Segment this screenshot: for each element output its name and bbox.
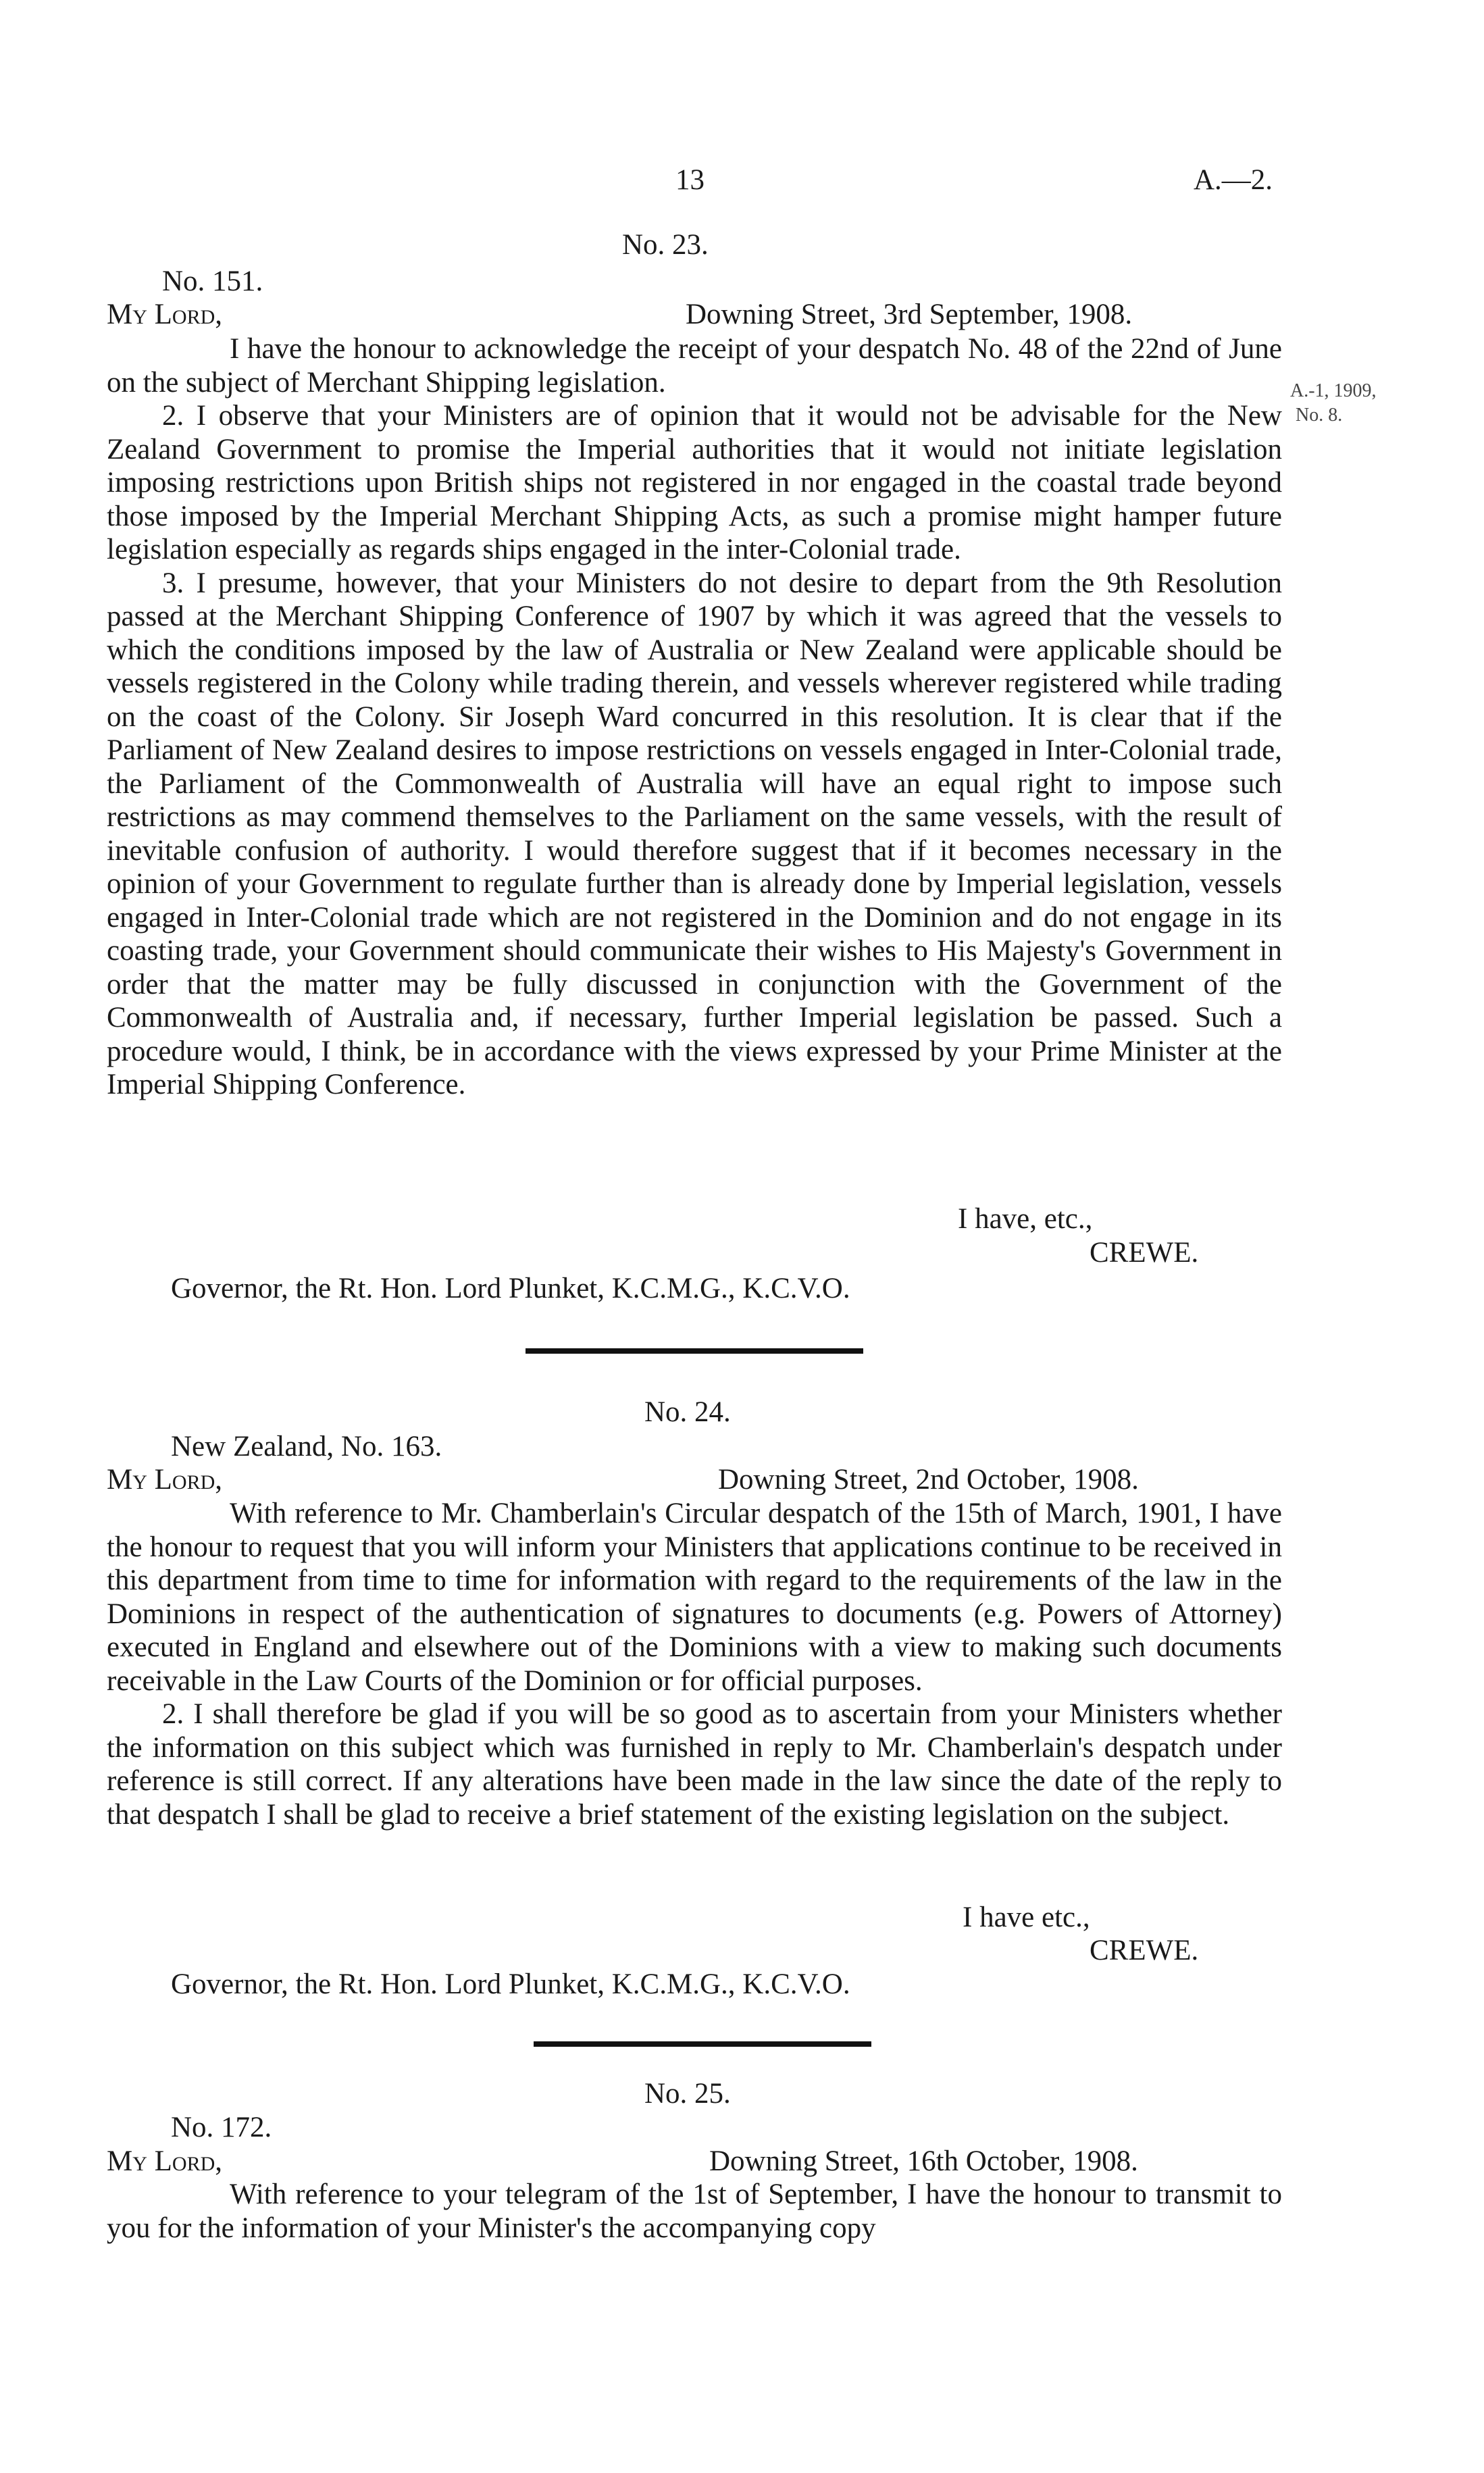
despatch-23-paragraph-2: 2. I observe that your Ministers are of opinion that it would not be advisable for the New Zealand Government to promise the Imperial authorities that it would not initiate legislation imposing restrictions upon British ships not registered in nor engaged in the coastal trade beyond those imposed by the Imperial Merchant Shipping Acts, as such a promise might hamper future legislation especially as regards ships engaged in the inter-Colonial trade. (107, 400, 1282, 565)
despatch-24-paragraph-1: With reference to Mr. Chamberlain's Circular despatch of the 15th of March, 1901, I have the honour to request that you will inform your Ministers that applications continue to be received in this department from time to time for information with regard to the requirements of the law in the Dominions in respect of the authentication of signatures to documents (e.g. Powers of Attorney) executed in England and elsewhere out of the Dominions with a view to making such documents receivable in the Law Courts of the Dominion or for official purposes. (107, 1498, 1282, 1697)
despatch-24-salutation: My Lord, (107, 1464, 223, 1496)
despatch-23-signature: CREWE. (1090, 1237, 1199, 1269)
despatch-23-place-date: Downing Street, 3rd September, 1908. (686, 299, 1133, 330)
despatch-23-paragraph-1: I have the honour to acknowledge the receipt of your despatch No. 48 of the 22nd of June on the subject of Merchant Shipping legislation. (107, 333, 1282, 399)
despatch-24-addressee: Governor, the Rt. Hon. Lord Plunket, K.C.M.G., K.C.V.O. (171, 1968, 850, 2000)
despatch-23-addressee: Governor, the Rt. Hon. Lord Plunket, K.C.M.G., K.C.V.O. (171, 1273, 850, 1304)
despatch-24-closing: I have etc., (963, 1902, 1090, 1933)
despatch-25-body (107, 2178, 1282, 2245)
despatch-23-margin-note-line-1: A.-1, 1909, (1290, 380, 1377, 401)
despatch-24-body (107, 1497, 1282, 1831)
despatch-23-closing: I have, etc., (958, 1203, 1093, 1235)
despatch-25-number: No. 172. (171, 2112, 272, 2143)
despatch-24-paragraph-2: 2. I shall therefore be glad if you will be so good as to ascertain from your Ministers whether the information on this subject which was furnished in reply to Mr. Chamberlain's despatch under reference is still correct. If any alterations have been made in the law since the date of the reply to that despatch I shall be glad to receive a brief statement of the existing legislation on the subject. (107, 1698, 1282, 1831)
section-divider (534, 2041, 871, 2047)
despatch-23-number: No. 151. (162, 265, 263, 297)
page-number: 13 (675, 164, 705, 196)
despatch-25-paragraph-1: With reference to your telegram of the 1st of September, I have the honour to transmit to you for the information of your Minister's the accompanying copy (107, 2178, 1282, 2244)
document-reference: A.—2. (1194, 164, 1273, 196)
despatch-23-margin-note-line-2: No. 8. (1296, 405, 1343, 426)
section-divider (526, 1348, 863, 1354)
despatch-25-salutation: My Lord, (107, 2145, 223, 2177)
despatch-24-heading: No. 24. (644, 1396, 731, 1428)
despatch-23-paragraph-3: 3. I presume, however, that your Ministers do not desire to depart from the 9th Resolution passed at the Merchant Shipping Conference of 1907 by which it was agreed that the vessels to which the conditions imposed by the law of Australia or New Zealand were applicable should be vessels registered in the Colony while trading therein, and vessels wherever registered while trading on the coast of the Colony. Sir Joseph Ward concurred in this resolution. It is clear that if the Parliament of New Zealand desires to impose restrictions on vessels engaged in Inter-Colonial trade, the Parliament of the Commonwealth of Australia will have an equal right to impose such restrictions as may commend themselves to the Parliament on the same vessels, with the result of inevitable confusion of authority. I would therefore suggest that if it becomes necessary in the opinion of your Government to regulate further than is already done by Imperial legislation, vessels engaged in Inter-Colonial trade which are not registered in the Dominion and do not engage in its coasting trade, your Government should communicate their wishes to His Majesty's Government in order that the matter may be fully discussed in conjunction with the Government of the Commonwealth of Australia and, if necessary, further Imperial legislation be passed. Such a procedure would, I think, be in accordance with the views expressed by your Prime Minister at the Imperial Shipping Conference. (107, 567, 1282, 1100)
despatch-24-signature: CREWE. (1090, 1935, 1199, 1966)
despatch-24-number: New Zealand, No. 163. (171, 1431, 442, 1462)
despatch-24-place-date: Downing Street, 2nd October, 1908. (718, 1464, 1139, 1496)
despatch-25-heading: No. 25. (644, 2078, 731, 2110)
despatch-23-heading: No. 23. (622, 229, 709, 261)
despatch-23-body (107, 332, 1282, 1102)
despatch-23-salutation: My Lord, (107, 299, 223, 330)
despatch-25-place-date: Downing Street, 16th October, 1908. (709, 2145, 1138, 2177)
